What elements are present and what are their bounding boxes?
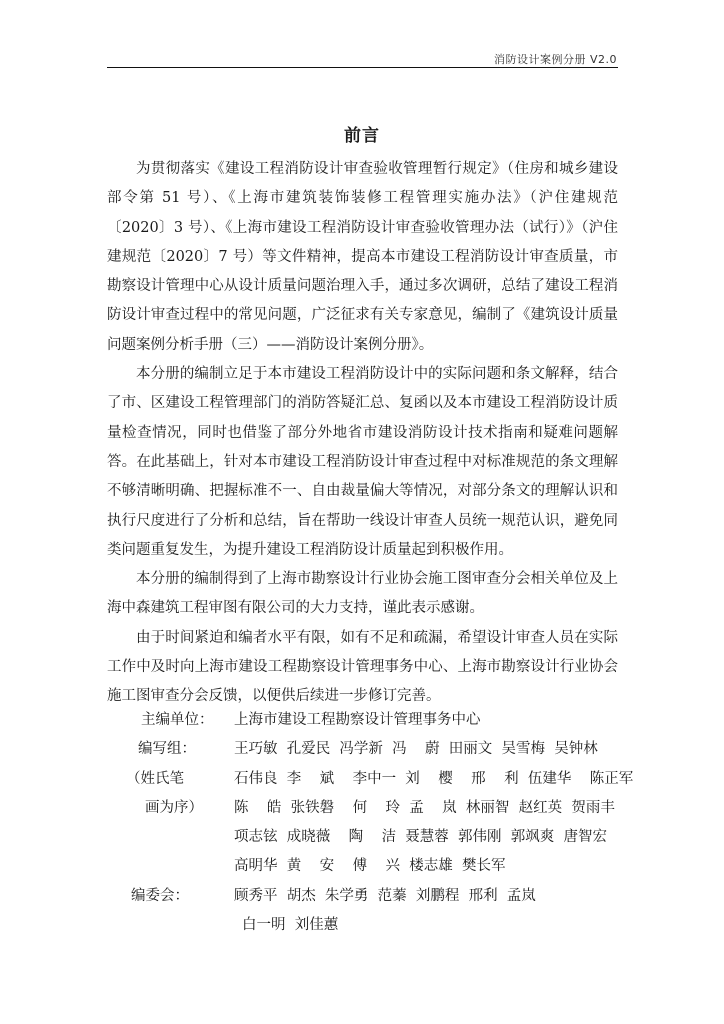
committee-label: 编委会： <box>131 887 189 904</box>
editor-line: 陈 皓 张铁磐 何 玲 孟 岚 林丽智 赵红英 贺雨丰 <box>234 799 615 816</box>
paragraph-4: 由于时间紧迫和编者水平有限，如有不足和疏漏，希望设计审查人员在实际工作中及时向上海市建设工程勘察设计管理事务中心、上海市勘察设计行业协会施工图审查分会反馈，以便供后续进一步修订完善。 <box>107 629 618 705</box>
editor-line: 石伟良 李 斌 李中一 刘 樱 邢 利 伍建华 陈正军 <box>234 770 634 787</box>
paragraph-3: 本分册的编制得到了上海市勘察设计行业协会施工图审查分会相关单位及上海中森建筑工程审图有限公司的大力支持，谨此表示感谢。 <box>107 571 618 617</box>
editor-line: 王巧敏 孔爱民 冯学新 冯 蔚 田丽文 吴雪梅 吴钟林 <box>234 741 598 758</box>
committee-line: 白一明 刘佳蕙 <box>242 917 339 934</box>
paragraph-2: 本分册的编制立足于本市建设工程消防设计中的实际问题和条文解释，结合了市、区建设工程管理部门的消防答疑汇总、复函以及本市建设工程消防设计质量检查情况，同时也借鉴了部分外地省市建设消防设计技术指南和疑难问题解答。在此基础上，针对本市建设工程消防设计审查过程中对标准规范的条文理解不够清晰明确、把握标准不一、自由裁量偏大等情况，对部分条文的理解认识和执行尺度进行了分析和总结，旨在帮助一线设计审查人员统一规范认识，避免同类问题重复发生，为提升建设工程消防设计质量起到积极作用。 <box>107 366 618 558</box>
editors-row-2 <box>107 765 634 794</box>
page-title: 前言 <box>344 126 380 146</box>
editors-row-4 <box>107 823 618 852</box>
editors-row-5 <box>107 852 618 881</box>
chief-editor-row <box>107 706 618 735</box>
editors-label: 编写组： <box>138 741 196 758</box>
paragraph-1: 为贯彻落实《建设工程消防设计审查验收管理暂行规定》（住房和城乡建设部令第 51 号）、《上海市建筑装饰装修工程管理实施办法》（沪住建规范〔2020〕3 号）、《上海市建设工程消防设计审查验收管理办法（试行）》（沪住建规范〔2020〕7 号）等文件精神，提高本市建设工程消防设计审查质量，市勘察设计管理中心从设计质量问题治理入手，通过多次调研，总结了建设工程消防设计审查过程中的常见问题，广泛征求有关专家意见，编制了《建筑设计质量问题案例分析手册（三）——消防设计案例分册》。 <box>107 161 618 353</box>
committee-line: 顾秀平 胡杰 朱学勇 范蓁 刘鹏程 邢利 孟岚 <box>234 887 536 904</box>
editors-row-3 <box>107 794 618 823</box>
running-header: 消防设计案例分册 V2.0 <box>493 53 617 66</box>
chief-editor-value: 上海市建设工程勘察设计管理事务中心 <box>234 712 481 728</box>
editors-row-1 <box>107 735 618 764</box>
editors-note-1: （姓氏笔 <box>126 770 184 787</box>
committee-row-2 <box>107 911 618 940</box>
editor-line: 高明华 黄 安 傅 兴 楼志雄 樊长军 <box>234 858 506 875</box>
header-divider <box>107 67 618 68</box>
editor-line: 项志铉 成晓薇 陶 洁 聂慧蓉 郭伟刚 郭飒爽 唐智宏 <box>234 829 607 846</box>
credits-section <box>107 706 634 940</box>
preface-body <box>107 155 618 712</box>
chief-editor-label: 主编单位： <box>141 712 214 728</box>
editors-note-2: 画为序） <box>145 799 203 816</box>
committee-row-1 <box>107 882 618 911</box>
